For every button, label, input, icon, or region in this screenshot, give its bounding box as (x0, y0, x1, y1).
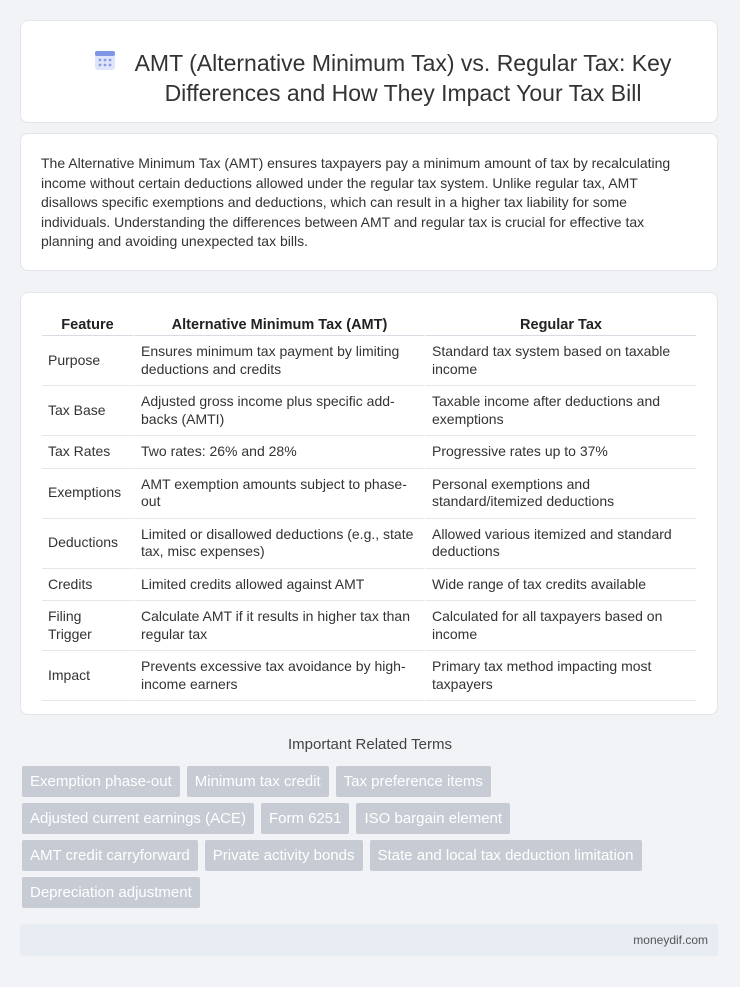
tag-row (22, 803, 722, 834)
intro-card (20, 133, 718, 271)
tag-row (22, 840, 722, 871)
cell-regular: Standard tax system based on taxable income (424, 336, 696, 386)
calendar-grid-icon (93, 48, 117, 72)
comparison-table (42, 313, 696, 701)
term-tag[interactable]: Tax preference items (336, 766, 491, 797)
table-row (42, 651, 696, 701)
cell-feature: Deductions (42, 519, 133, 569)
comparison-table-card (20, 292, 718, 715)
cell-feature: Exemptions (42, 469, 133, 519)
term-tag[interactable]: Private activity bonds (205, 840, 363, 871)
table-row (42, 469, 696, 519)
cell-amt: Two rates: 26% and 28% (133, 436, 424, 469)
cell-regular: Wide range of tax credits available (424, 569, 696, 602)
term-tag[interactable]: ISO bargain element (356, 803, 510, 834)
cell-feature: Impact (42, 651, 133, 701)
cell-amt: Calculate AMT if it results in higher tax than regular tax (133, 601, 424, 651)
header-feature: Feature (42, 313, 133, 336)
cell-feature: Tax Base (42, 386, 133, 436)
tag-row (22, 766, 722, 797)
footer-site[interactable]: moneydif.com (633, 933, 708, 947)
table-row (42, 569, 696, 602)
cell-regular: Progressive rates up to 37% (424, 436, 696, 469)
table-row (42, 601, 696, 651)
term-tag[interactable]: Form 6251 (261, 803, 350, 834)
table-row (42, 336, 696, 386)
title-card (20, 20, 718, 123)
term-tag[interactable]: Minimum tax credit (187, 766, 329, 797)
table-header-row (42, 313, 696, 336)
cell-amt: Prevents excessive tax avoidance by high-income earners (133, 651, 424, 701)
header-amt: Alternative Minimum Tax (AMT) (133, 313, 424, 336)
term-tag[interactable]: Adjusted current earnings (ACE) (22, 803, 254, 834)
page-title: AMT (Alternative Minimum Tax) vs. Regular Tax: Key Differences and How They Impact Your Tax Bill (134, 50, 672, 106)
table-row (42, 386, 696, 436)
term-tag[interactable]: Exemption phase-out (22, 766, 180, 797)
intro-paragraph: The Alternative Minimum Tax (AMT) ensures taxpayers pay a minimum amount of tax by recalculating income without certain deductions allowed under the regular tax system. Unlike regular tax, AMT disallows specific exemptions and deductions, which can result in a higher tax liability for some individuals. Understanding the differences between AMT and regular tax is crucial for effective tax planning and avoiding unexpected tax bills. (41, 155, 671, 249)
cell-regular: Allowed various itemized and standard deductions (424, 519, 696, 569)
cell-amt: Limited or disallowed deductions (e.g., state tax, misc expenses) (133, 519, 424, 569)
cell-feature: Credits (42, 569, 133, 602)
cell-amt: Adjusted gross income plus specific add-backs (AMTI) (133, 386, 424, 436)
related-terms-title: Important Related Terms (288, 736, 452, 753)
term-tag[interactable]: Depreciation adjustment (22, 877, 200, 908)
term-tag[interactable]: State and local tax deduction limitation (370, 840, 642, 871)
cell-feature: Tax Rates (42, 436, 133, 469)
cell-regular: Calculated for all taxpayers based on income (424, 601, 696, 651)
cell-amt: Ensures minimum tax payment by limiting deductions and credits (133, 336, 424, 386)
table-row (42, 436, 696, 469)
cell-feature: Purpose (42, 336, 133, 386)
cell-regular: Personal exemptions and standard/itemized deductions (424, 469, 696, 519)
cell-regular: Primary tax method impacting most taxpayers (424, 651, 696, 701)
cell-regular: Taxable income after deductions and exemptions (424, 386, 696, 436)
cell-feature: Filing Trigger (42, 601, 133, 651)
tag-row (22, 877, 722, 908)
term-tag[interactable]: AMT credit carryforward (22, 840, 198, 871)
table-row (42, 519, 696, 569)
footer-bar (20, 924, 718, 956)
cell-amt: AMT exemption amounts subject to phase-out (133, 469, 424, 519)
cell-amt: Limited credits allowed against AMT (133, 569, 424, 602)
header-regular: Regular Tax (424, 313, 696, 336)
related-terms-list (22, 766, 722, 914)
